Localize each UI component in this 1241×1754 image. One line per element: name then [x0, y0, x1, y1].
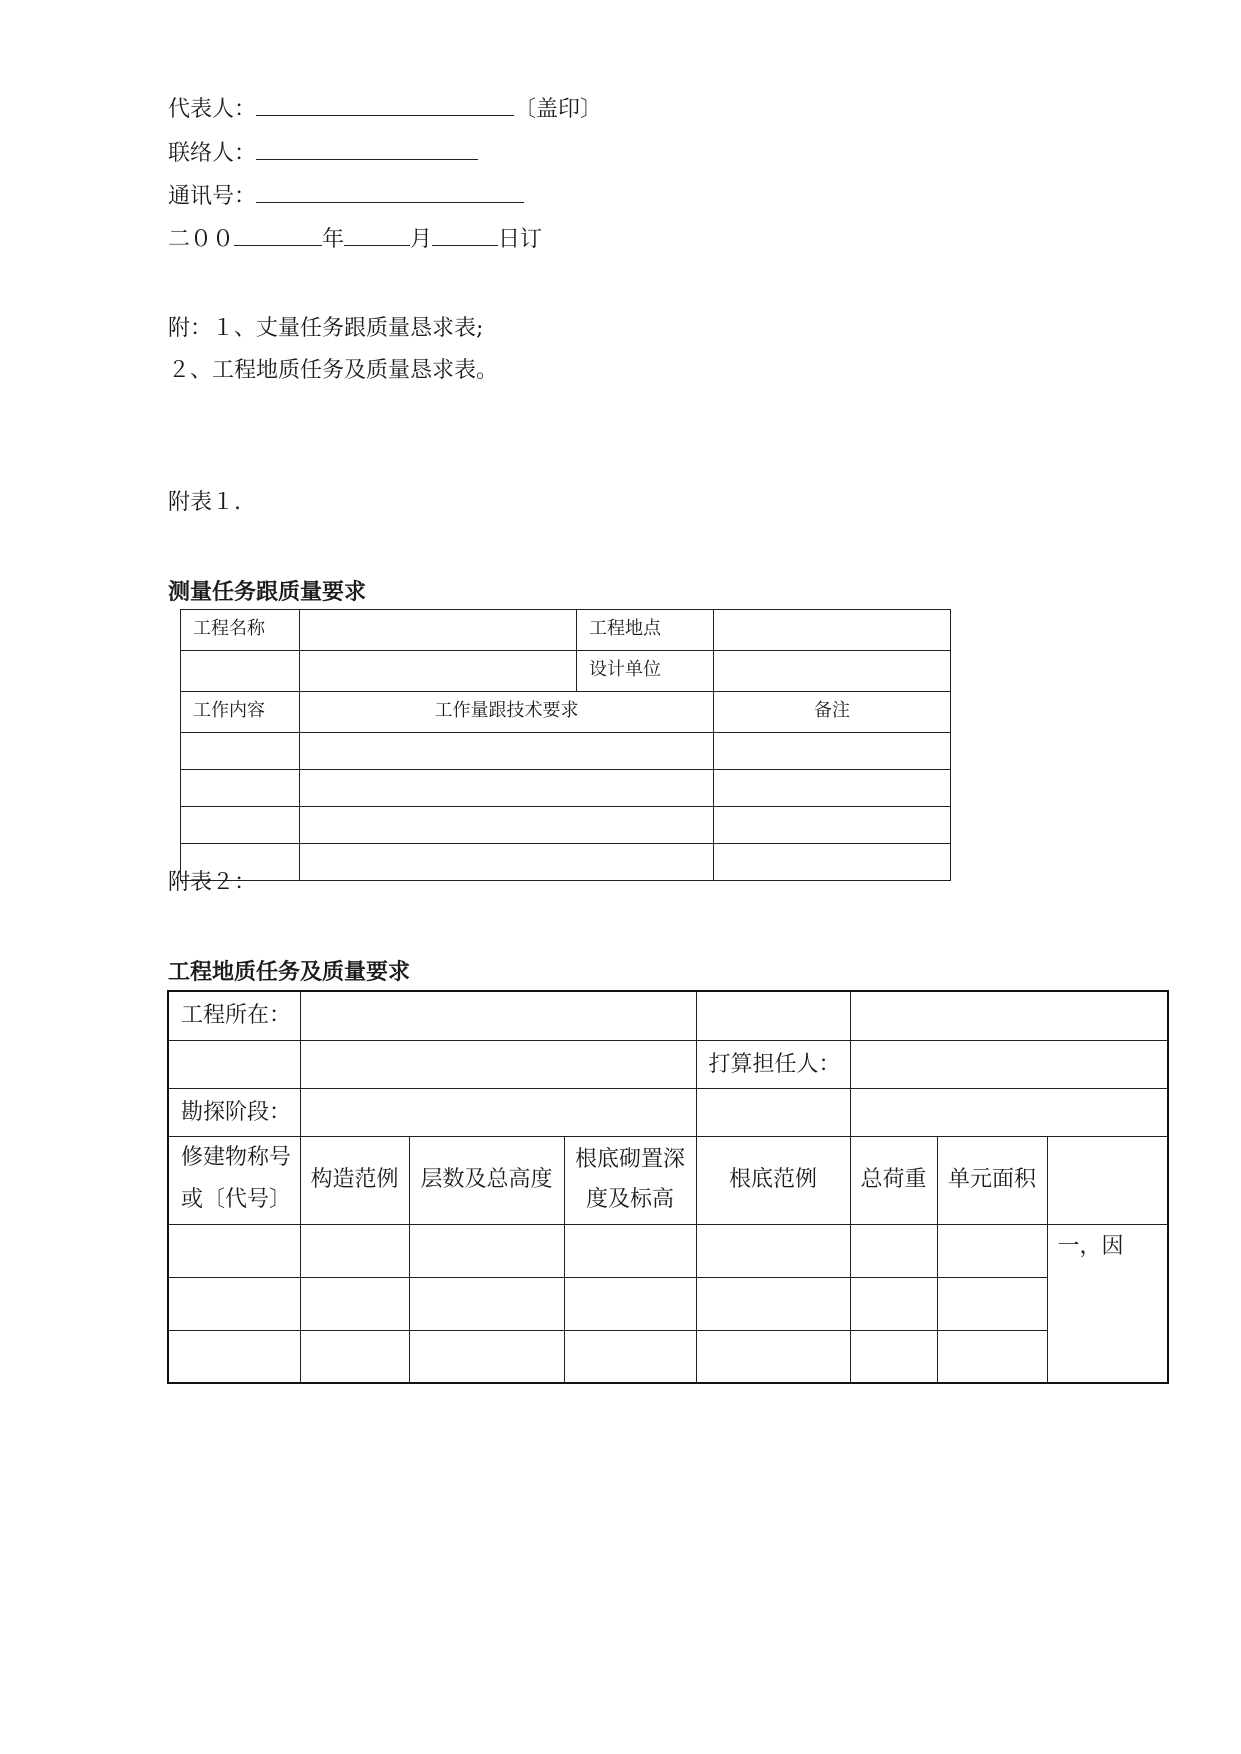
- table-cell[interactable]: [714, 844, 951, 881]
- day-label: 日订: [498, 227, 543, 252]
- building-name-header-line1: 修建物称号: [181, 1144, 292, 1170]
- blank-cell[interactable]: [696, 991, 850, 1040]
- table-cell[interactable]: [937, 1224, 1047, 1277]
- blank-cell[interactable]: [181, 651, 300, 692]
- table-row: [181, 733, 951, 770]
- table-cell[interactable]: [564, 1277, 696, 1330]
- attachment-item-1: 附：１、丈量任务跟质量恳求表;: [168, 316, 484, 341]
- contact-blank[interactable]: [256, 139, 478, 160]
- project-location-label: 工程所在：: [168, 991, 300, 1040]
- table1-title: 测量任务跟质量要求: [168, 580, 367, 605]
- table2-caption: 附表２：: [168, 870, 257, 895]
- total-load-header: 总荷重: [850, 1136, 937, 1224]
- blank-cell[interactable]: [850, 991, 1168, 1040]
- blank-cell[interactable]: [300, 1040, 696, 1088]
- contact-line: [168, 139, 478, 169]
- building-name-header: [168, 1136, 300, 1224]
- design-unit-label: 设计单位: [577, 651, 714, 692]
- survey-stage-cell[interactable]: [300, 1088, 696, 1136]
- phone-line: [168, 182, 524, 212]
- foundation-depth-header-line2: 度及标高: [586, 1187, 675, 1212]
- table-cell[interactable]: [300, 1330, 409, 1383]
- phone-blank[interactable]: [256, 182, 524, 203]
- year-blank[interactable]: [234, 225, 322, 246]
- blank-cell[interactable]: [168, 1040, 300, 1088]
- table-row: [168, 1224, 1168, 1277]
- design-unit-cell[interactable]: [714, 651, 951, 692]
- survey-requirements-table: [180, 609, 951, 881]
- table-row: [181, 807, 951, 844]
- planner-label: 打算担任人：: [696, 1040, 850, 1088]
- foundation-depth-header: [564, 1136, 696, 1224]
- table-cell[interactable]: [850, 1330, 937, 1383]
- blank-cell[interactable]: [1047, 1136, 1168, 1224]
- table-cell[interactable]: [850, 1224, 937, 1277]
- table-cell[interactable]: [696, 1224, 850, 1277]
- table-cell[interactable]: [300, 807, 714, 844]
- project-name-label: 工程名称: [181, 610, 300, 651]
- building-name-header-line2: 或〔代号〕: [181, 1186, 292, 1212]
- table-cell[interactable]: [696, 1330, 850, 1383]
- project-location-cell[interactable]: [300, 991, 696, 1040]
- month-label: 月: [410, 227, 433, 252]
- foundation-depth-header-line1: 根底砌置深: [575, 1147, 686, 1172]
- workload-tech-header: 工作量跟技术要求: [300, 692, 714, 733]
- representative-line: [168, 95, 602, 125]
- table-cell[interactable]: [181, 807, 300, 844]
- table-cell[interactable]: [300, 733, 714, 770]
- table-cell[interactable]: [937, 1277, 1047, 1330]
- foundation-type-header: 根底范例: [696, 1136, 850, 1224]
- blank-cell[interactable]: [696, 1088, 850, 1136]
- blank-cell[interactable]: [850, 1088, 1168, 1136]
- table-cell[interactable]: [409, 1277, 564, 1330]
- table-cell[interactable]: [850, 1277, 937, 1330]
- unit-area-header: 单元面积: [937, 1136, 1047, 1224]
- remarks-header: 备注: [714, 692, 951, 733]
- table-row: [168, 1277, 1168, 1330]
- table-cell[interactable]: [300, 1224, 409, 1277]
- project-site-cell[interactable]: [714, 610, 951, 651]
- table-cell[interactable]: [714, 770, 951, 807]
- floors-height-header: 层数及总高度: [409, 1136, 564, 1224]
- seal-note: 〔盖印〕: [514, 97, 603, 122]
- table-cell[interactable]: [564, 1224, 696, 1277]
- table-cell[interactable]: [168, 1224, 300, 1277]
- project-name-cell[interactable]: [300, 610, 577, 651]
- representative-label: 代表人：: [168, 97, 257, 122]
- table-cell[interactable]: [300, 1277, 409, 1330]
- survey-stage-label: 勘探阶段：: [168, 1088, 300, 1136]
- attachment-item-2: ２、工程地质任务及质量恳求表。: [168, 358, 499, 383]
- table-cell[interactable]: [409, 1224, 564, 1277]
- table-cell[interactable]: [696, 1277, 850, 1330]
- year-label: 年: [322, 227, 345, 252]
- date-prefix: 二００: [168, 227, 235, 252]
- table-row: [181, 844, 951, 881]
- side-note-cell: [1047, 1224, 1168, 1383]
- table-cell[interactable]: [168, 1330, 300, 1383]
- geology-requirements-table: [167, 990, 1169, 1384]
- structure-type-header: 构造范例: [300, 1136, 409, 1224]
- blank-cell[interactable]: [300, 651, 577, 692]
- table-cell[interactable]: [181, 733, 300, 770]
- table-cell[interactable]: [300, 844, 714, 881]
- table2-title: 工程地质任务及质量要求: [168, 960, 411, 985]
- table-cell[interactable]: [937, 1330, 1047, 1383]
- phone-label: 通讯号：: [168, 184, 257, 209]
- side-note-text: 一，因: [1057, 1233, 1124, 1259]
- table-cell[interactable]: [564, 1330, 696, 1383]
- table-cell[interactable]: [168, 1277, 300, 1330]
- table-cell[interactable]: [300, 770, 714, 807]
- project-site-label: 工程地点: [577, 610, 714, 651]
- table1-caption: 附表１.: [168, 490, 241, 515]
- work-content-header: 工作内容: [181, 692, 300, 733]
- table-cell[interactable]: [409, 1330, 564, 1383]
- month-blank[interactable]: [344, 225, 410, 246]
- table-row: [181, 770, 951, 807]
- day-blank[interactable]: [432, 225, 498, 246]
- table-cell[interactable]: [714, 807, 951, 844]
- planner-cell[interactable]: [850, 1040, 1168, 1088]
- date-line: [168, 225, 542, 255]
- representative-blank[interactable]: [256, 95, 514, 116]
- table-cell[interactable]: [714, 733, 951, 770]
- contact-label: 联络人：: [168, 141, 257, 166]
- table-row: [168, 1330, 1168, 1383]
- table-cell[interactable]: [181, 770, 300, 807]
